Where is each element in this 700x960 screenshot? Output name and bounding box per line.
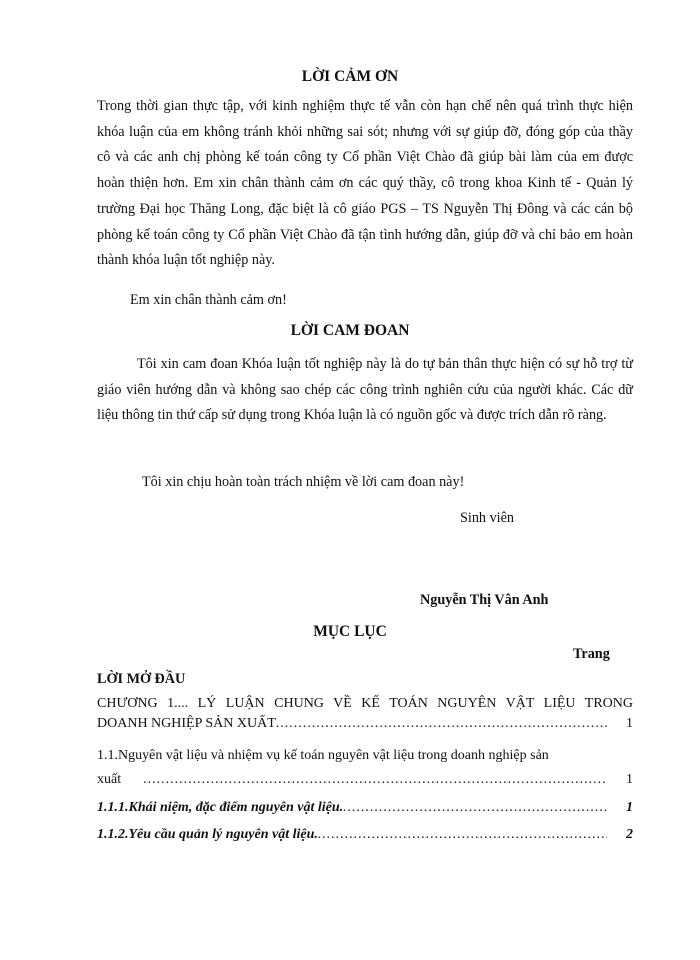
toc-entry-1-1-1[interactable]: [97, 800, 633, 816]
toc-entry-text: 1.1.2.Yêu cầu quản lý nguyên vật liệu.: [97, 827, 318, 842]
toc-page-number: 1: [626, 716, 633, 731]
declaration-closing: Tôi xin chịu hoàn toàn trách nhiệm về lời cam đoan này!: [142, 474, 465, 490]
toc-leader: [343, 800, 607, 816]
toc-intro: LỜI MỞ ĐẦU: [97, 671, 186, 687]
toc-entry-text-cont: DOANH NGHIỆP SẢN XUẤT: [97, 716, 276, 731]
toc-entry-text: 1.1.Nguyên vật liệu và nhiệm vụ kế toán nguyên vật liệu trong doanh nghiệp sản: [97, 748, 549, 763]
toc-entry-text: CHƯƠNG 1.... LÝ LUẬN CHUNG VỀ KẾ TOÁN NGUYÊN VẬT LIỆU TRONG: [97, 696, 633, 711]
toc-leader: [318, 827, 607, 843]
toc-page-number: 2: [626, 827, 633, 842]
declaration-body: Tôi xin cam đoan Khóa luận tốt nghiệp này là do tự bản thân thực hiện có sự hỗ trợ từ giáo viên hướng dẫn và không sao chép các công trình nghiên cứu của người khác. Các dữ liệu thông tin thứ cấp sử dụng trong Khóa luận là có nguồn gốc và được trích dẫn rõ ràng.: [97, 356, 633, 424]
declaration-title: LỜI CAM ĐOAN: [290, 322, 410, 339]
toc-page-number: 1: [626, 800, 633, 815]
toc-entry-1-1-2[interactable]: [97, 827, 633, 843]
toc-entry-text-cont: xuất: [97, 772, 122, 787]
toc-entry-text: 1.1.1.Khái niệm, đặc điểm nguyên vật liệu.: [97, 800, 344, 815]
acknowledgment-title: LỜI CẢM ƠN: [301, 68, 399, 85]
toc-page-header: Trang: [573, 646, 610, 662]
signer-name: Nguyễn Thị Vân Anh: [420, 592, 549, 608]
signer-label: Sinh viên: [460, 510, 514, 526]
toc-title: MỤC LỤC: [313, 623, 387, 640]
toc-page-number: 1: [626, 772, 633, 787]
toc-leader: [143, 772, 607, 788]
acknowledgment-closing: Em xin chân thành cảm ơn!: [130, 292, 287, 308]
toc-entry-chapter-1[interactable]: [97, 696, 633, 732]
toc-entry-1-1[interactable]: [97, 748, 633, 788]
toc-leader: [276, 716, 607, 732]
acknowledgment-body: Trong thời gian thực tập, với kinh nghiệm thực tế vẫn còn hạn chế nên quá trình thực hiện khóa luận của em không tránh khỏi những sai sót; nhưng với sự giúp đỡ, đóng góp của thầy cô và các anh chị phòng kế toán công ty Cổ phần Việt Chào đã giúp bài làm của em được hoàn thiện hơn. Em xin chân thành cảm ơn các quý thầy, cô trong khoa Kinh tế - Quản lý trường Đại học Thăng Long, đặc biệt là cô giáo PGS – TS Nguyễn Thị Đông và các cán bộ phòng kế toán công ty Cổ phần Việt Chào đã tận tình hướng dẫn, giúp đỡ và chỉ bảo em hoàn thành khóa luận tốt nghiệp này.: [97, 98, 633, 269]
